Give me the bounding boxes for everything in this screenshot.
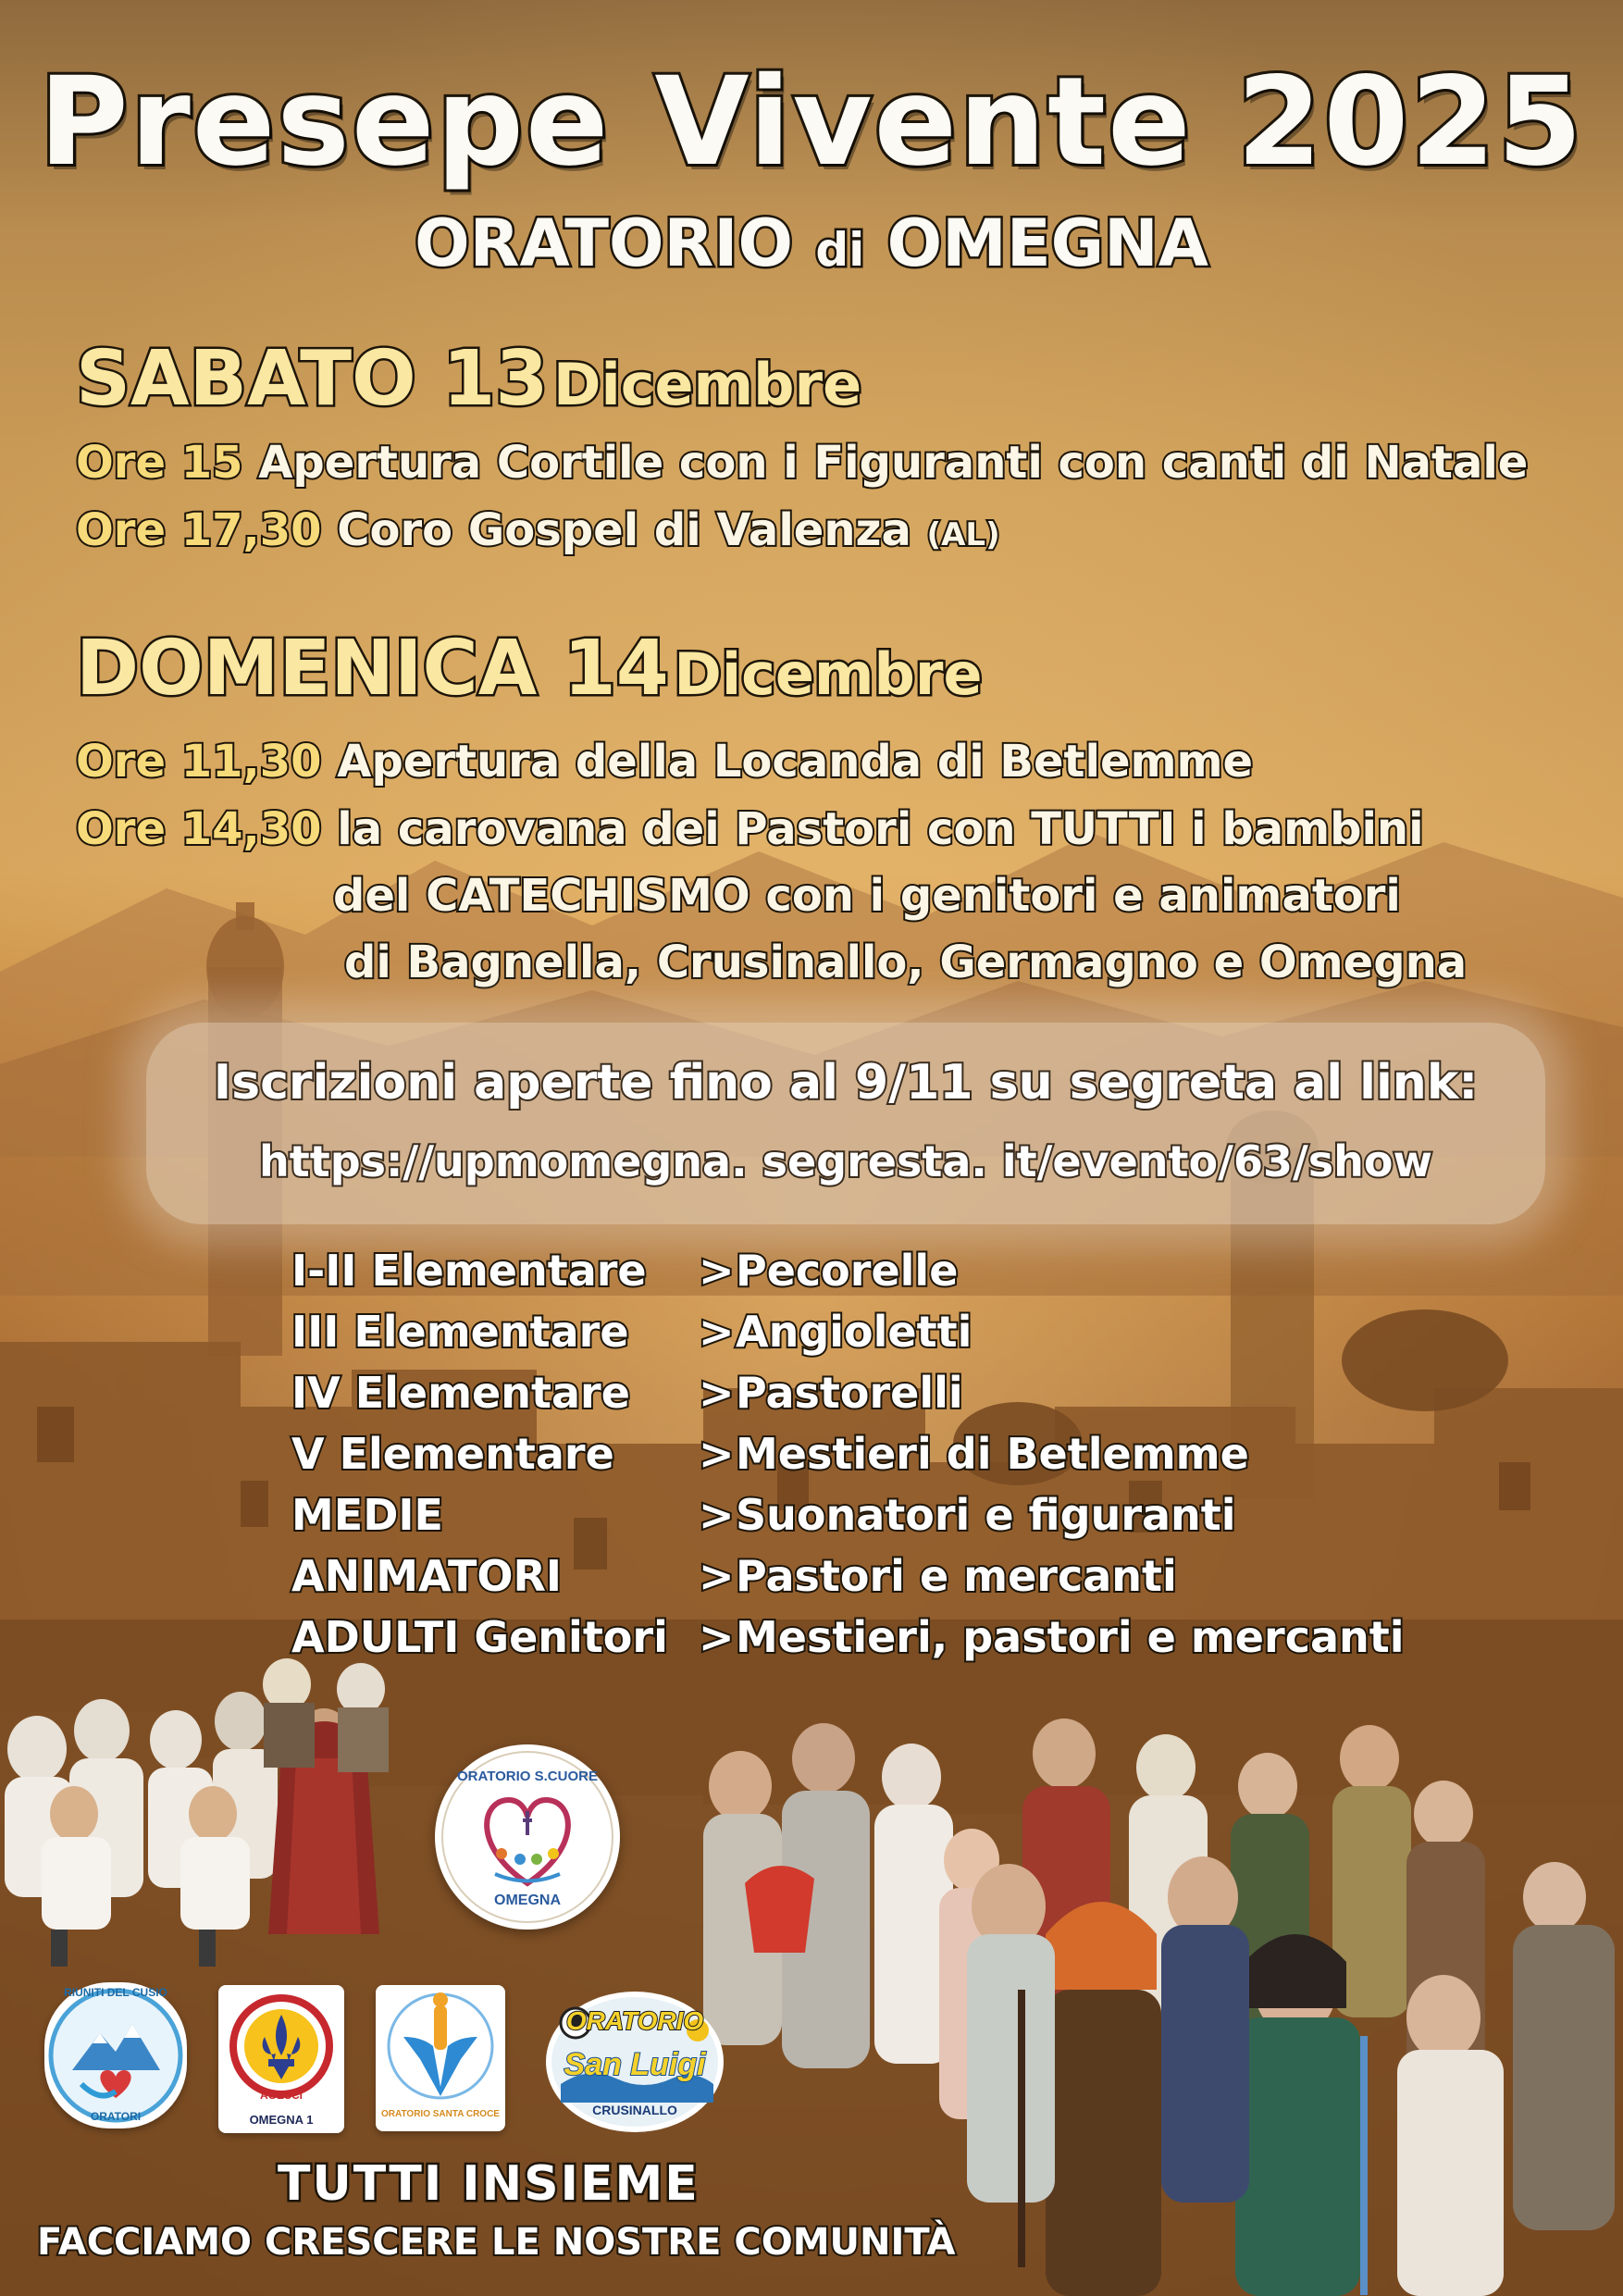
role-row (291, 1301, 1405, 1362)
logo-santa-croce-text: ORATORIO SANTA CROCE (381, 2109, 500, 2119)
sunday-day: DOMENICA 14 (76, 625, 669, 713)
role-name: Angioletti (736, 1307, 973, 1357)
event-text: Coro Gospel di Valenza (337, 504, 911, 556)
role-grade: V Elementare (291, 1429, 614, 1479)
sunday-event-2-continuation-2: di Bagnella, Crusinallo, Germagno e Omegna (344, 937, 1468, 988)
logo-cusio-top-text: RIUNITI DEL CUSIO (64, 1986, 167, 1999)
chevron-right-icon: > (699, 1368, 735, 1418)
logo-agesci-text: AGESCI (259, 2089, 303, 2102)
poster-title: Presepe Vivente 2025 (38, 51, 1585, 193)
role-row (291, 1545, 1405, 1607)
logo-san-luigi-bottom-text: CRUSINALLO (592, 2103, 677, 2117)
role-name: Mestieri di Betlemme (736, 1429, 1249, 1479)
subtitle-part-omegna: OMEGNA (864, 205, 1208, 281)
role-row (291, 1484, 1405, 1545)
role-grade: ADULTI Genitori (291, 1612, 668, 1662)
role-row (291, 1362, 1405, 1423)
role-name: Pecorelle (736, 1246, 959, 1296)
saturday-day: SABATO 13 (76, 335, 549, 423)
saturday-heading (76, 335, 861, 423)
logo-main-bottom-text: OMEGNA (494, 1893, 561, 1908)
footer-line-1: TUTTI INSIEME (278, 2156, 700, 2212)
event-note: (AL) (926, 516, 1000, 553)
role-grade: MEDIE (291, 1490, 443, 1540)
role-row (291, 1423, 1405, 1484)
chevron-right-icon: > (699, 1307, 735, 1357)
event-time: Ore 17,30 (76, 504, 322, 556)
chevron-right-icon: > (699, 1246, 735, 1296)
role-name: Pastorelli (736, 1368, 963, 1418)
riuniti-del-cusio-logo (44, 1982, 187, 2128)
chevron-right-icon: > (699, 1429, 735, 1479)
saturday-event-1 (76, 437, 1528, 489)
event-time: Ore 14,30 (76, 803, 322, 855)
agesci-omegna-logo (218, 1985, 344, 2133)
sunday-event-2 (76, 803, 1424, 855)
footer-line-2: FACCIAMO CRESCERE LE NOSTRE COMUNITÀ (37, 2221, 956, 2264)
event-text: Apertura della Locanda di Betlemme (337, 736, 1254, 788)
event-text: Apertura Cortile con i Figuranti con canti di Natale (258, 437, 1529, 489)
saturday-month: Dicembre (553, 351, 862, 418)
fleur-de-lis-icon (218, 1985, 344, 2133)
subtitle-part-oratorio: ORATORIO (415, 205, 816, 281)
sunday-event-1 (76, 736, 1253, 788)
oratorio-scuore-logo (435, 1744, 620, 1930)
sunday-heading (76, 625, 983, 713)
oratorio-santa-croce-logo (376, 1985, 505, 2131)
logo-san-luigi-top-text: ORATORIO (565, 2006, 704, 2035)
registration-title: Iscrizioni aperte fino al 9/11 su segreta al link: (213, 1055, 1479, 1111)
roles-list (291, 1240, 1405, 1668)
role-grade: ANIMATORI (291, 1551, 563, 1601)
chevron-right-icon: > (699, 1551, 735, 1601)
chevron-right-icon: > (699, 1612, 735, 1662)
logo-san-luigi-mid-text: San Luigi (564, 2047, 706, 2082)
logo-main-top-text: ORATORIO S.CUORE (457, 1769, 598, 1784)
poster-subtitle (0, 205, 1623, 281)
role-name: Suonatori e figuranti (736, 1490, 1236, 1540)
role-grade: I-II Elementare (291, 1246, 647, 1296)
event-time: Ore 15 (76, 437, 243, 489)
logo-cusio-bottom-text: ORATORI (90, 2110, 142, 2123)
logo-agesci-bottom-text: OMEGNA 1 (249, 2113, 314, 2127)
sunday-event-2-continuation-1: del CATECHISMO con i genitori e animatori (333, 870, 1401, 922)
role-row (291, 1607, 1405, 1668)
event-text: la carovana dei Pastori con TUTTI i bambini (337, 803, 1424, 855)
role-row (291, 1240, 1405, 1301)
oratorio-san-luigi-logo (542, 1982, 727, 2135)
role-name: Mestieri, pastori e mercanti (736, 1612, 1405, 1662)
subtitle-part-di: di (815, 223, 865, 277)
sunday-month: Dicembre (674, 640, 983, 708)
chevron-right-icon: > (699, 1490, 735, 1540)
role-name: Pastori e mercanti (736, 1551, 1177, 1601)
mountain-heart-icon (44, 1982, 187, 2128)
role-grade: IV Elementare (291, 1368, 630, 1418)
saturday-event-2 (76, 504, 1000, 556)
registration-link[interactable]: https://upmomegna. segresta. it/evento/63/show (259, 1136, 1432, 1186)
event-time: Ore 11,30 (76, 736, 322, 788)
registration-panel (146, 1023, 1545, 1224)
role-grade: III Elementare (291, 1307, 629, 1357)
